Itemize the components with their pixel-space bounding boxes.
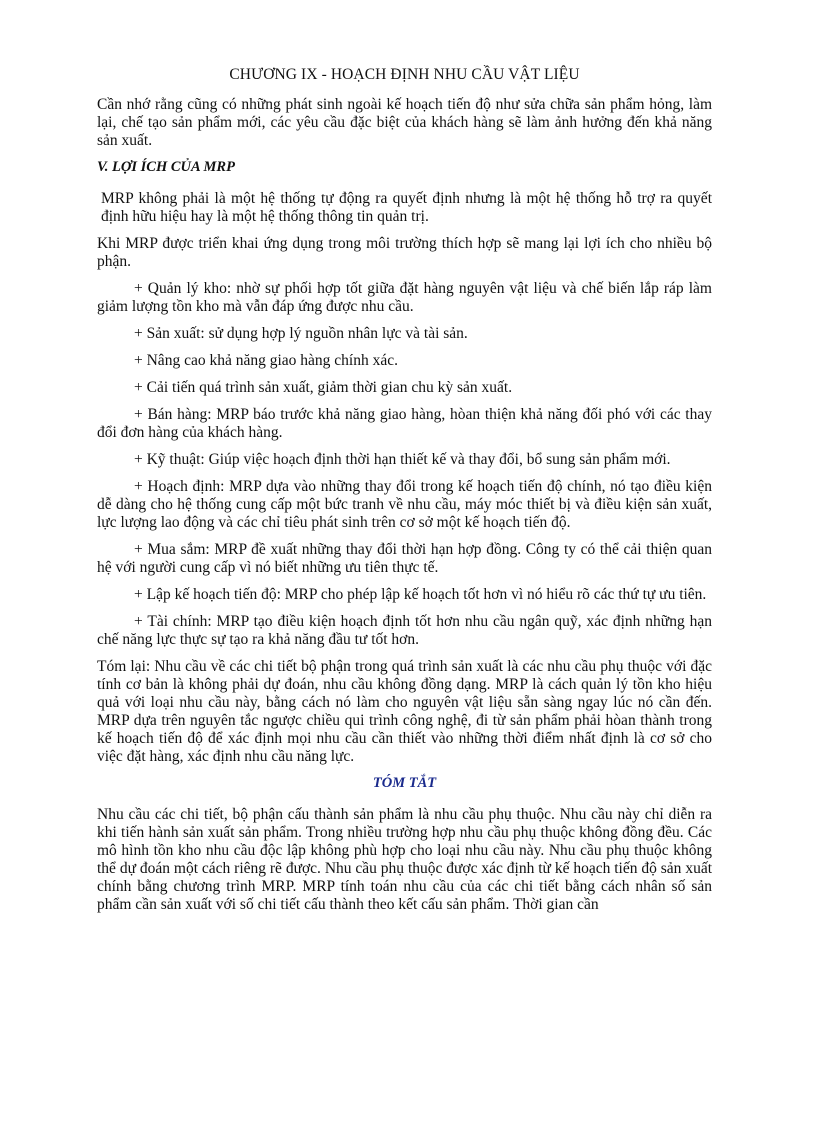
benefit-item-production: + Sản xuất: sử dụng hợp lý nguồn nhân lực và tài sản.	[134, 325, 468, 342]
benefit-item-scheduling: + Lập kế hoạch tiến độ: MRP cho phép lập kế hoạch tốt hơn vì nó hiểu rõ các thứ tự ưu tiên.	[134, 586, 707, 603]
intro-paragraph: Cần nhớ rằng cũng có những phát sinh ngoài kế hoạch tiến độ như sửa chữa sản phẩm hỏng, làm lại, chế tạo sản phẩm mới, các yêu cầu đặc biệt của khách hàng sẽ làm ảnh hưởng đến khả năng sản xuất.	[97, 96, 712, 149]
benefit-item-inventory: + Quản lý kho: nhờ sự phối hợp tốt giữa đặt hàng nguyên vật liệu và chế biến lắp ráp làm giảm lượng tồn kho mà vẫn đáp ứng được nhu cầu.	[97, 280, 712, 315]
benefit-item-planning: + Hoạch định: MRP dựa vào những thay đổi trong kế hoạch tiến độ chính, nó tạo điều kiện dễ dàng cho hệ thống cung cấp một bức tranh về nhu cầu, máy móc thiết bị và điều kiện sản xuất, lực lượng lao động và các chỉ tiêu phát sinh trên cơ sở một kế hoạch tiến độ.	[97, 478, 712, 531]
paragraph-mrp-benefits-intro: Khi MRP được triển khai ứng dụng trong môi trường thích hợp sẽ mang lại lợi ích cho nhiều bộ phận.	[97, 235, 712, 270]
benefit-item-sales: + Bán hàng: MRP báo trước khả năng giao hàng, hòan thiện khả năng đối phó với các thay đổi đơn hàng của khách hàng.	[97, 406, 712, 441]
summary-paragraph: Nhu cầu các chi tiết, bộ phận cấu thành sản phẩm là nhu cầu phụ thuộc. Nhu cầu này chỉ diễn ra khi tiến hành sản xuất sản phẩm. Trong nhiều trường hợp nhu cầu phụ thuộc không đồng đều. Các mô hình tồn kho nhu cầu độc lập không phù hợp cho loại nhu cầu này. Nhu cầu phụ thuộc không thể dự đoán một cách riêng rẽ được. Nhu cầu phụ thuộc được xác định từ kế hoạch tiến độ sản xuất chính bằng chương trình MRP. MRP tính toán nhu cầu của các chi tiết bằng cách nhân số sản phẩm cần sản xuất với số chi tiết cấu thành theo kết cấu sản phẩm. Thời gian cần	[97, 806, 712, 913]
benefit-item-purchasing: + Mua sắm: MRP đề xuất những thay đổi thời hạn hợp đồng. Công ty có thể cải thiện quan hệ với người cung cấp vì nó biết những ưu tiên thực tế.	[97, 541, 712, 576]
benefit-item-process: + Cải tiến quá trình sản xuất, giảm thời gian chu kỳ sản xuất.	[134, 379, 513, 396]
conclusion-paragraph: Tóm lại: Nhu cầu về các chi tiết bộ phận trong quá trình sản xuất là các nhu cầu phụ thuộc với đặc tính cơ bản là không phải dự đoán, nhu cầu không đồng dạng. MRP là cách quản lý tồn kho hiệu quả với loại nhu cầu này, bằng cách nó làm cho nguyên vật liệu sẵn sàng ngay lúc nó cần đến. MRP dựa trên nguyên tắc ngược chiều qui trình công nghệ, đi từ sản phẩm phải hòan thành trong kế hoạch tiến độ để xác định mọi nhu cầu cần thiết vào những thời điểm nhất định là cơ sở cho việc đặt hàng, xác định nhu cầu năng lực.	[97, 658, 712, 765]
benefit-item-finance: + Tài chính: MRP tạo điều kiện hoạch định tốt hơn nhu cầu ngân quỹ, xác định những hạn chế năng lực thực sự tạo ra khả năng đầu tư tốt hơn.	[97, 613, 712, 648]
section-heading: V. LỢI ÍCH CỦA MRP	[97, 159, 235, 175]
benefit-item-delivery: + Nâng cao khả năng giao hàng chính xác.	[134, 352, 398, 369]
benefit-item-engineering: + Kỹ thuật: Giúp việc hoạch định thời hạn thiết kế và thay đổi, bổ sung sản phẩm mới.	[134, 451, 671, 468]
chapter-title: CHƯƠNG IX - HOẠCH ĐỊNH NHU CẦU VẬT LIỆU	[229, 66, 580, 83]
paragraph-mrp-definition: MRP không phải là một hệ thống tự động ra quyết định nhưng là một hệ thống hỗ trợ ra quyết định hữu hiệu hay là một hệ thống thông tin quản trị.	[101, 190, 712, 225]
summary-heading: TÓM TẮT	[372, 775, 437, 791]
